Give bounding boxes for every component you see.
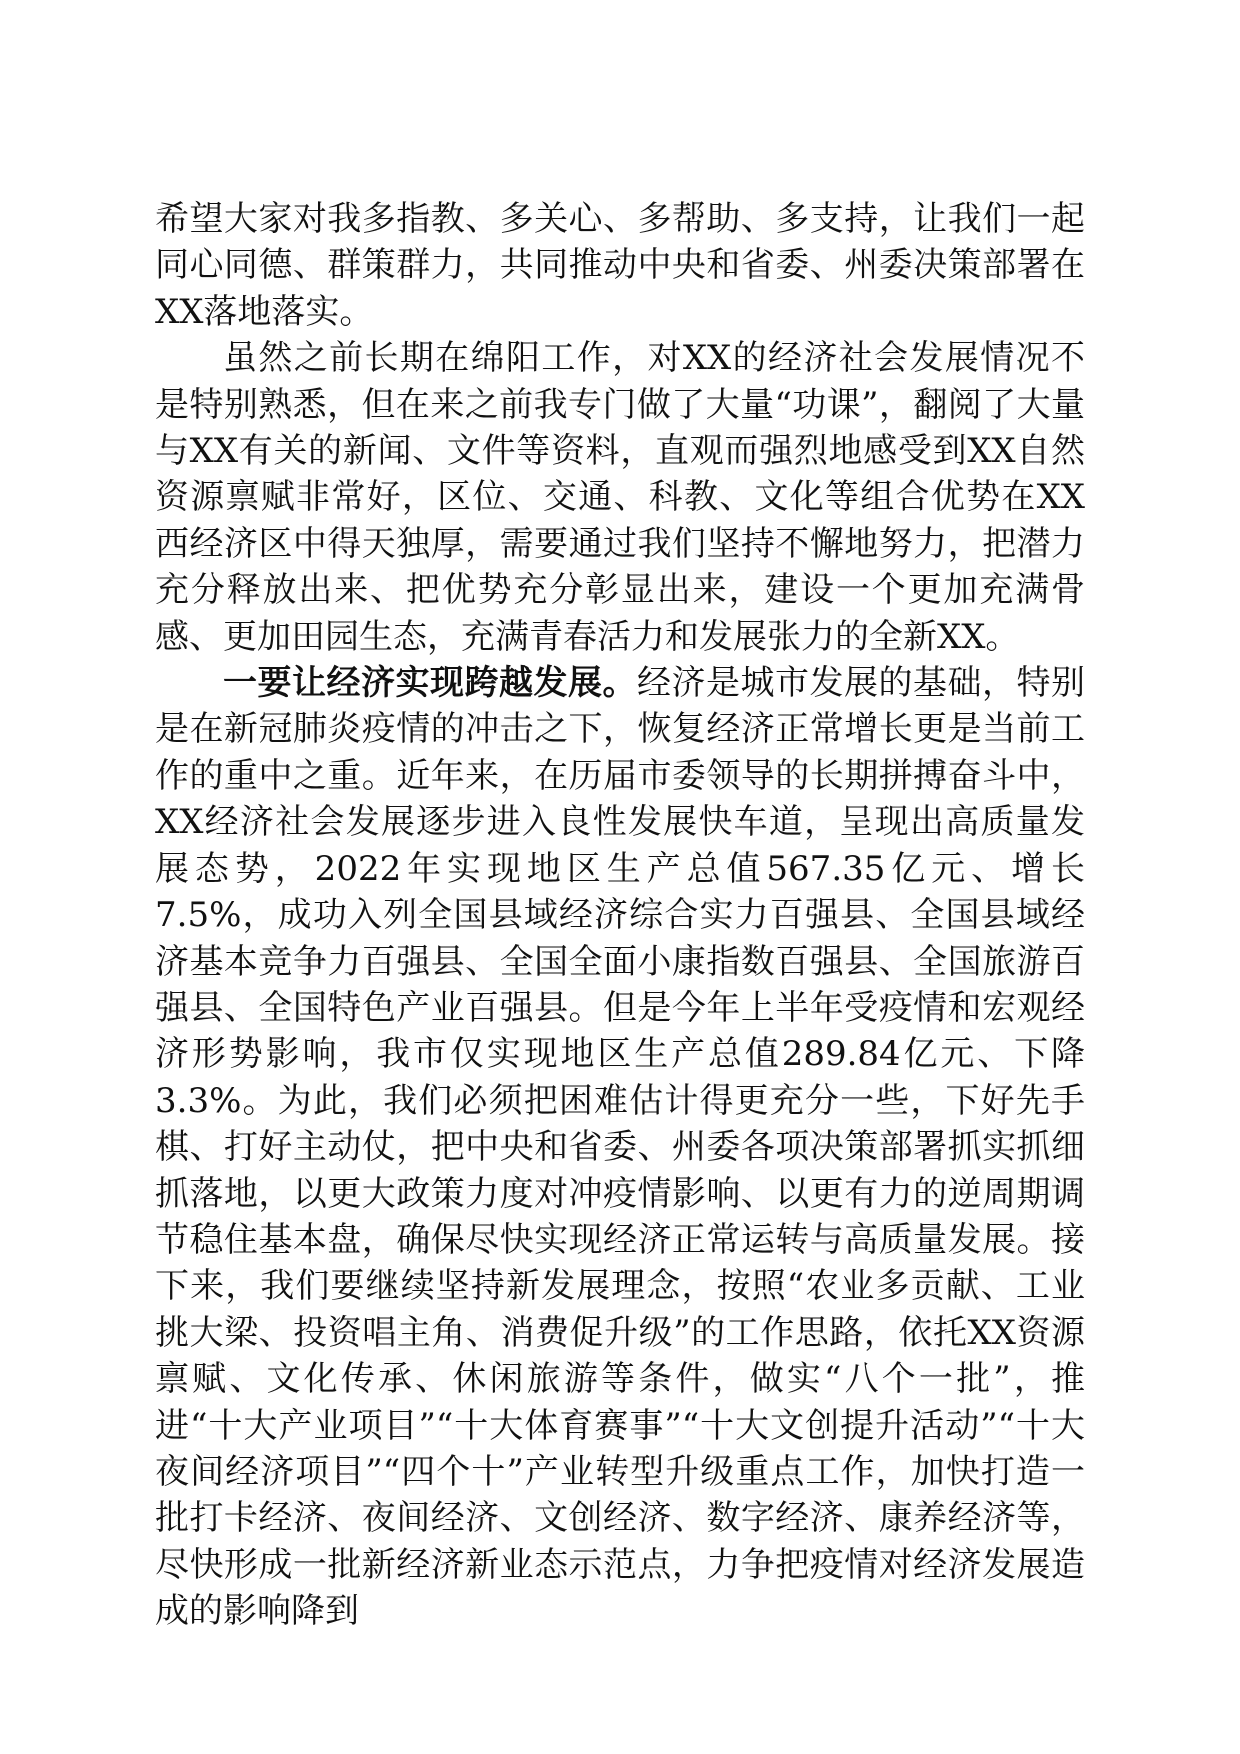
paragraph-continuation: 希望大家对我多指教、多关心、多帮助、多支持，让我们一起同心同德、群策群力，共同推动中央和省委、州委决策部署在XX落地落实。: [155, 199, 1085, 332]
paragraph-economy: [155, 660, 1085, 1635]
paragraph-economy-text: 经济是城市发展的基础，特别是在新冠肺炎疫情的冲击之下，恢复经济正常增长更是当前工作的重中之重。近年来，在历届市委领导的长期拼搏奋斗中，XX经济社会发展逐步进入良性发展快车道，呈现出高质量发展态势，2022年实现地区生产总值567.35亿元、增长7.5%，成功入列全国县域经济综合实力百强县、全国县域经济基本竞争力百强县、全国全面小康指数百强县、全国旅游百强县、全国特色产业百强县。但是今年上半年受疫情和宏观经济形势影响，我市仅实现地区生产总值289.84亿元、下降3.3%。为此，我们必须把困难估计得更充分一些，下好先手棋、打好主动仗，把中央和省委、州委各项决策部署抓实抓细抓落地，以更大政策力度对冲疫情影响、以更有力的逆周期调节稳住基本盘，确保尽快实现经济正常运转与高质量发展。接下来，我们要继续坚持新发展理念，按照“农业多贡献、工业挑大梁、投资唱主角、消费促升级”的工作思路，依托XX资源禀赋、文化传承、休闲旅游等条件，做实“八个一批”，推进“十大产业项目”“十大体育赛事”“十大文创提升活动”“十大夜间经济项目”“四个十”产业转型升级重点工作，加快打造一批打卡经济、夜间经济、文创经济、数字经济、康养经济等，尽快形成一批新经济新业态示范点，力争把疫情对经济发展造成的影响降到: [155, 663, 1085, 1632]
paragraph-heading: 一要让经济实现跨越发展。: [223, 663, 637, 704]
document-body: [155, 196, 1085, 1635]
paragraph-background: 虽然之前长期在绵阳工作，对XX的经济社会发展情况不是特别熟悉，但在来之前我专门做了大量“功课”，翻阅了大量与XX有关的新闻、文件等资料，直观而强烈地感受到XX自然资源禀赋非常好，区位、交通、科教、文化等组合优势在XX西经济区中得天独厚，需要通过我们坚持不懈地努力，把潜力充分释放出来、把优势充分彰显出来，建设一个更加充满骨感、更加田园生态，充满青春活力和发展张力的全新XX。: [155, 338, 1085, 657]
